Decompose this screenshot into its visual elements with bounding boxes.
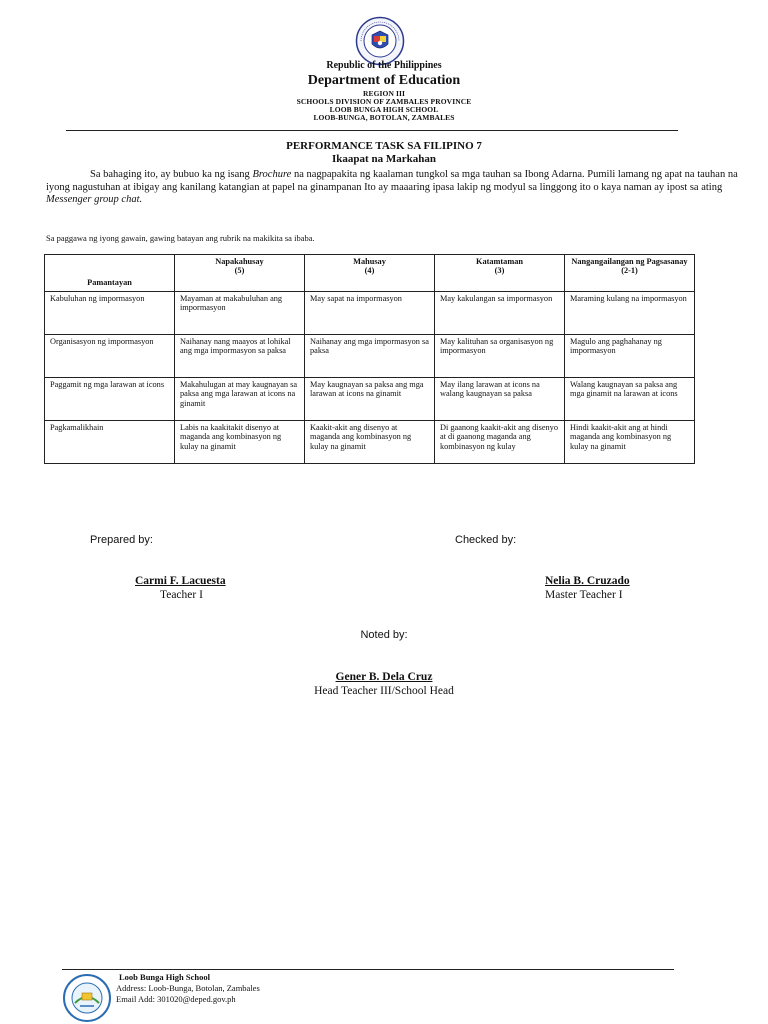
rubric-cell: Naihanay ang mga impormasyon sa paksa [305, 335, 435, 378]
school-logo-icon [62, 973, 112, 1023]
header-score: (2-1) [621, 266, 638, 276]
noted-by-position: Head Teacher III/School Head [314, 685, 454, 697]
table-row [45, 378, 695, 421]
intro-messenger-term: Messenger group chat. [46, 194, 143, 205]
rubric-cell: Paggamit ng mga larawan at icons [45, 378, 175, 421]
rubric-cell: Walang kaugnayan sa paksa ang mga ginamit na larawan at icons [565, 378, 695, 421]
prepared-by-position: Teacher I [160, 589, 203, 601]
header-label: Napakahusay [215, 257, 264, 266]
rubric-cell: May sapat na impormasyon [305, 292, 435, 335]
republic-heading: Republic of the Philippines [326, 60, 442, 71]
table-row [45, 292, 695, 335]
rubric-header-level [305, 255, 435, 292]
rubric-header-level [435, 255, 565, 292]
rubric-cell: Di gaanong kaakit-akit ang disenyo at di gaanong maganda ang kombinasyon ng kulay [435, 421, 565, 464]
table-row [45, 421, 695, 464]
rubric-cell: May kakulangan sa impormasyon [435, 292, 565, 335]
rubric-cell: Mayaman at makabuluhan ang impormasyon [175, 292, 305, 335]
footer-divider [62, 969, 674, 970]
header-score: (5) [234, 266, 245, 276]
noted-by-name: Gener B. Dela Cruz [335, 671, 433, 683]
checked-by-position: Master Teacher I [545, 589, 623, 601]
rubric-header-level [175, 255, 305, 292]
prepared-by-label: Prepared by: [90, 534, 153, 546]
rubric-cell: Labis na kaakitakit disenyo at maganda ang kombinasyon ng kulay na ginamit [175, 421, 305, 464]
checked-by-label: Checked by: [455, 534, 517, 546]
rubric-cell: Magulo ang paghahanay ng impormasyon [565, 335, 695, 378]
rubric-cell: Naihanay nang maayos at lohikal ang mga impormasyon sa paksa [175, 335, 305, 378]
rubric-cell: Kaakit-akit ang disenyo at maganda ang kombinasyon ng kulay na ginamit [305, 421, 435, 464]
rubric-cell: May kalituhan sa organisasyon ng impormasyon [435, 335, 565, 378]
prepared-by-name: Carmi F. Lacuesta [135, 575, 226, 587]
rubric-cell: Hindi kaakit-akit ang at hindi maganda ang kombinasyon ng kulay na ginamit [565, 421, 695, 464]
rubric-cell: Makahulugan at may kaugnayan sa paksa ang mga larawan at icons na ginamit [175, 378, 305, 421]
header-label: Nangangailangan ng Pagsasanay [571, 257, 688, 266]
intro-brochure-term: Brochure [252, 169, 292, 180]
task-title: PERFORMANCE TASK SA FILIPINO 7 [286, 140, 482, 152]
rubric-note: Sa paggawa ng iyong gawain, gawing batayan ang rubrik na makikita sa ibaba. [46, 233, 315, 243]
noted-by-label: Noted by: [360, 629, 408, 641]
header-divider [66, 130, 678, 131]
deped-seal-icon [355, 16, 405, 66]
rubric-header-criteria [45, 255, 175, 292]
instructions-paragraph [46, 169, 752, 207]
region-heading: REGION III [362, 89, 406, 98]
rubric-cell: May kaugnayan sa paksa ang mga larawan at icons na ginamit [305, 378, 435, 421]
division-heading: SCHOOLS DIVISION OF ZAMBALES PROVINCE [296, 97, 472, 106]
rubric-cell: Maraming kulang na impormasyon [565, 292, 695, 335]
rubric-header-level [565, 255, 695, 292]
rubric-cell: Kabuluhan ng impormasyon [45, 292, 175, 335]
table-row [45, 335, 695, 378]
header-label: Katamtaman [475, 257, 523, 266]
checked-by-name: Nelia B. Cruzado [545, 575, 630, 587]
header-label: Mahusay [353, 257, 386, 266]
rubric-header-row [45, 255, 695, 292]
footer-school-name: Loob Bunga High School [119, 972, 210, 982]
rubric-cell: May ilang larawan at icons na walang kaugnayan sa paksa [435, 378, 565, 421]
footer-email: Email Add: 301020@deped.gov.ph [116, 994, 236, 1004]
school-heading: LOOB BUNGA HIGH SCHOOL [329, 105, 439, 114]
school-address-heading: LOOB-BUNGA, BOTOLAN, ZAMBALES [313, 113, 455, 122]
intro-text-2: na nagpapakita ng kaalaman tungkol sa mga tauhan sa Ibong Adarna. Pumili lamang ng apat na tauhan na iyong nagustuhan at ibigay ang kanilang katangian at papel na ginampanan Ito ay maaaring ipasa lakip ng modyul sa linggong ito o kaya naman ay ipost sa ating [46, 169, 738, 193]
quarter-subtitle: Ikaapat na Markahan [332, 153, 436, 165]
rubric-table [44, 254, 695, 464]
intro-text-1: Sa bahaging ito, ay bubuo ka ng isang [90, 169, 253, 180]
footer-address: Address: Loob-Bunga, Botolan, Zambales [116, 983, 260, 993]
rubric-cell: Pagkamalikhain [45, 421, 175, 464]
header-score: (3) [494, 266, 505, 276]
header-score: (4) [364, 266, 375, 276]
header-label: Pamantayan [87, 277, 132, 287]
department-heading: Department of Education [307, 73, 461, 88]
rubric-cell: Organisasyon ng impormasyon [45, 335, 175, 378]
